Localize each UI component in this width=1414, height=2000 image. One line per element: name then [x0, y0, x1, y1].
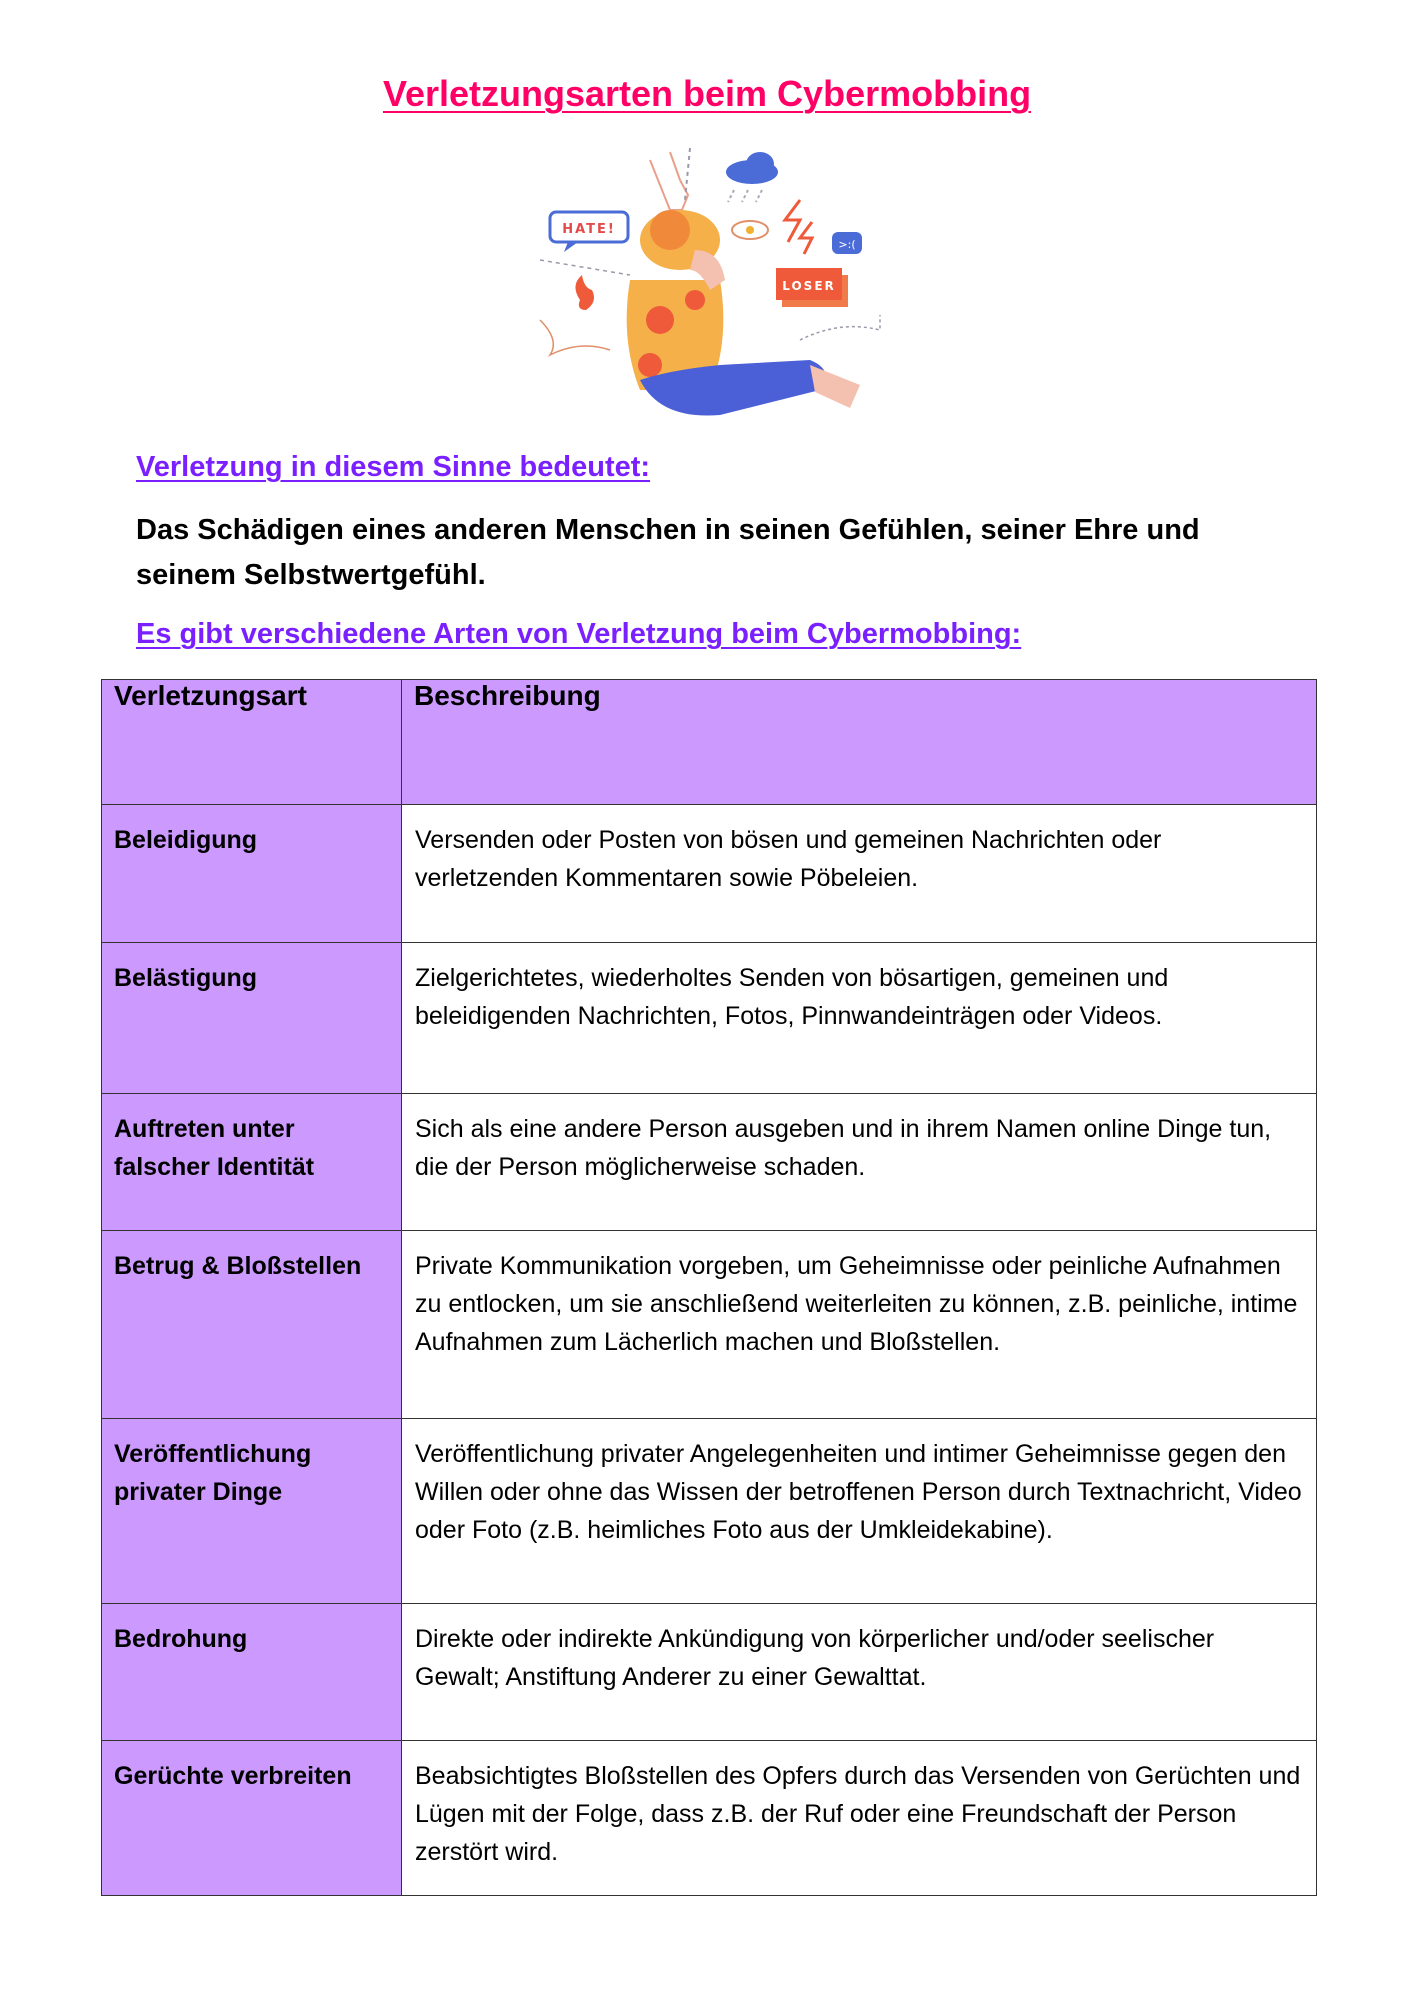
injury-types-table — [101, 679, 1317, 1896]
header-type: Verletzungsart — [102, 680, 402, 805]
types-heading: Es gibt verschiedene Arten von Verletzung beim Cybermobbing: — [136, 618, 1022, 650]
table-row — [102, 943, 1317, 1094]
table-row — [102, 1419, 1317, 1604]
svg-text:>:(: >:( — [838, 238, 856, 251]
hate-speech-bubble — [550, 212, 628, 252]
injury-description: Direkte oder indirekte Ankündigung von körperlicher und/oder seelischer Gewalt; Anstiftung Anderer zu einer Gewalttat. — [402, 1604, 1317, 1741]
injury-type: Beleidigung — [102, 805, 402, 943]
injury-description: Zielgerichtetes, wiederholtes Senden von bösartigen, gemeinen und beleidigenden Nachrichten, Fotos, Pinnwandeinträgen oder Videos. — [402, 943, 1317, 1094]
angry-face-icon — [832, 232, 862, 254]
table-row — [102, 1741, 1317, 1896]
eye-icon — [732, 221, 768, 239]
table-row — [102, 1231, 1317, 1419]
cybermobbing-illustration — [520, 140, 900, 430]
definition-text: Das Schädigen eines anderen Menschen in seinen Gefühlen, seiner Ehre und seinem Selbstwertgefühl. — [136, 514, 1200, 591]
table-header-row — [102, 680, 1317, 805]
page-title: Verletzungsarten beim Cybermobbing — [382, 73, 1032, 114]
injury-description: Versenden oder Posten von bösen und gemeinen Nachrichten oder verletzenden Kommentaren sowie Pöbeleien. — [402, 805, 1317, 943]
lightning-icon — [785, 200, 812, 254]
injury-type: Belästigung — [102, 943, 402, 1094]
table-row — [102, 1604, 1317, 1741]
table-row — [102, 1094, 1317, 1231]
loser-sign — [776, 268, 848, 307]
injury-description: Veröffentlichung privater Angelegenheiten und intimer Geheimnisse gegen den Willen oder ohne das Wissen der betroffenen Person durch Textnachricht, Video oder Foto (z.B. heimliches Foto aus der Umkleidekabine). — [402, 1419, 1317, 1604]
rain-cloud-icon — [726, 152, 778, 202]
pointing-hand-icon — [650, 152, 688, 210]
injury-type: Bedrohung — [102, 1604, 402, 1741]
injury-type: Veröffentlichung privater Dinge — [102, 1419, 402, 1604]
injury-type: Auftreten unter falscher Identität — [102, 1094, 402, 1231]
injury-description: Private Kommunikation vorgeben, um Geheimnisse oder peinliche Aufnahmen zu entlocken, um sie anschließend weiterleiten zu können, z.B. peinliche, intime Aufnahmen zum Lächerlich machen und Bloßstellen. — [402, 1231, 1317, 1419]
flame-icon — [575, 275, 594, 310]
sad-person-figure — [627, 210, 860, 416]
injury-type: Gerüchte verbreiten — [102, 1741, 402, 1896]
definition-heading: Verletzung in diesem Sinne bedeutet: — [136, 451, 651, 483]
header-description: Beschreibung — [402, 680, 1317, 805]
svg-text:LOSER: LOSER — [782, 279, 836, 293]
injury-description: Sich als eine andere Person ausgeben und in ihrem Namen online Dinge tun, die der Person möglicherweise schaden. — [402, 1094, 1317, 1231]
table-row — [102, 805, 1317, 943]
svg-text:HATE!: HATE! — [562, 222, 616, 237]
injury-type: Betrug & Bloßstellen — [102, 1231, 402, 1419]
injury-description: Beabsichtigtes Bloßstellen des Opfers durch das Versenden von Gerüchten und Lügen mit der Folge, dass z.B. der Ruf oder eine Freundschaft der Person zerstört wird. — [402, 1741, 1317, 1896]
